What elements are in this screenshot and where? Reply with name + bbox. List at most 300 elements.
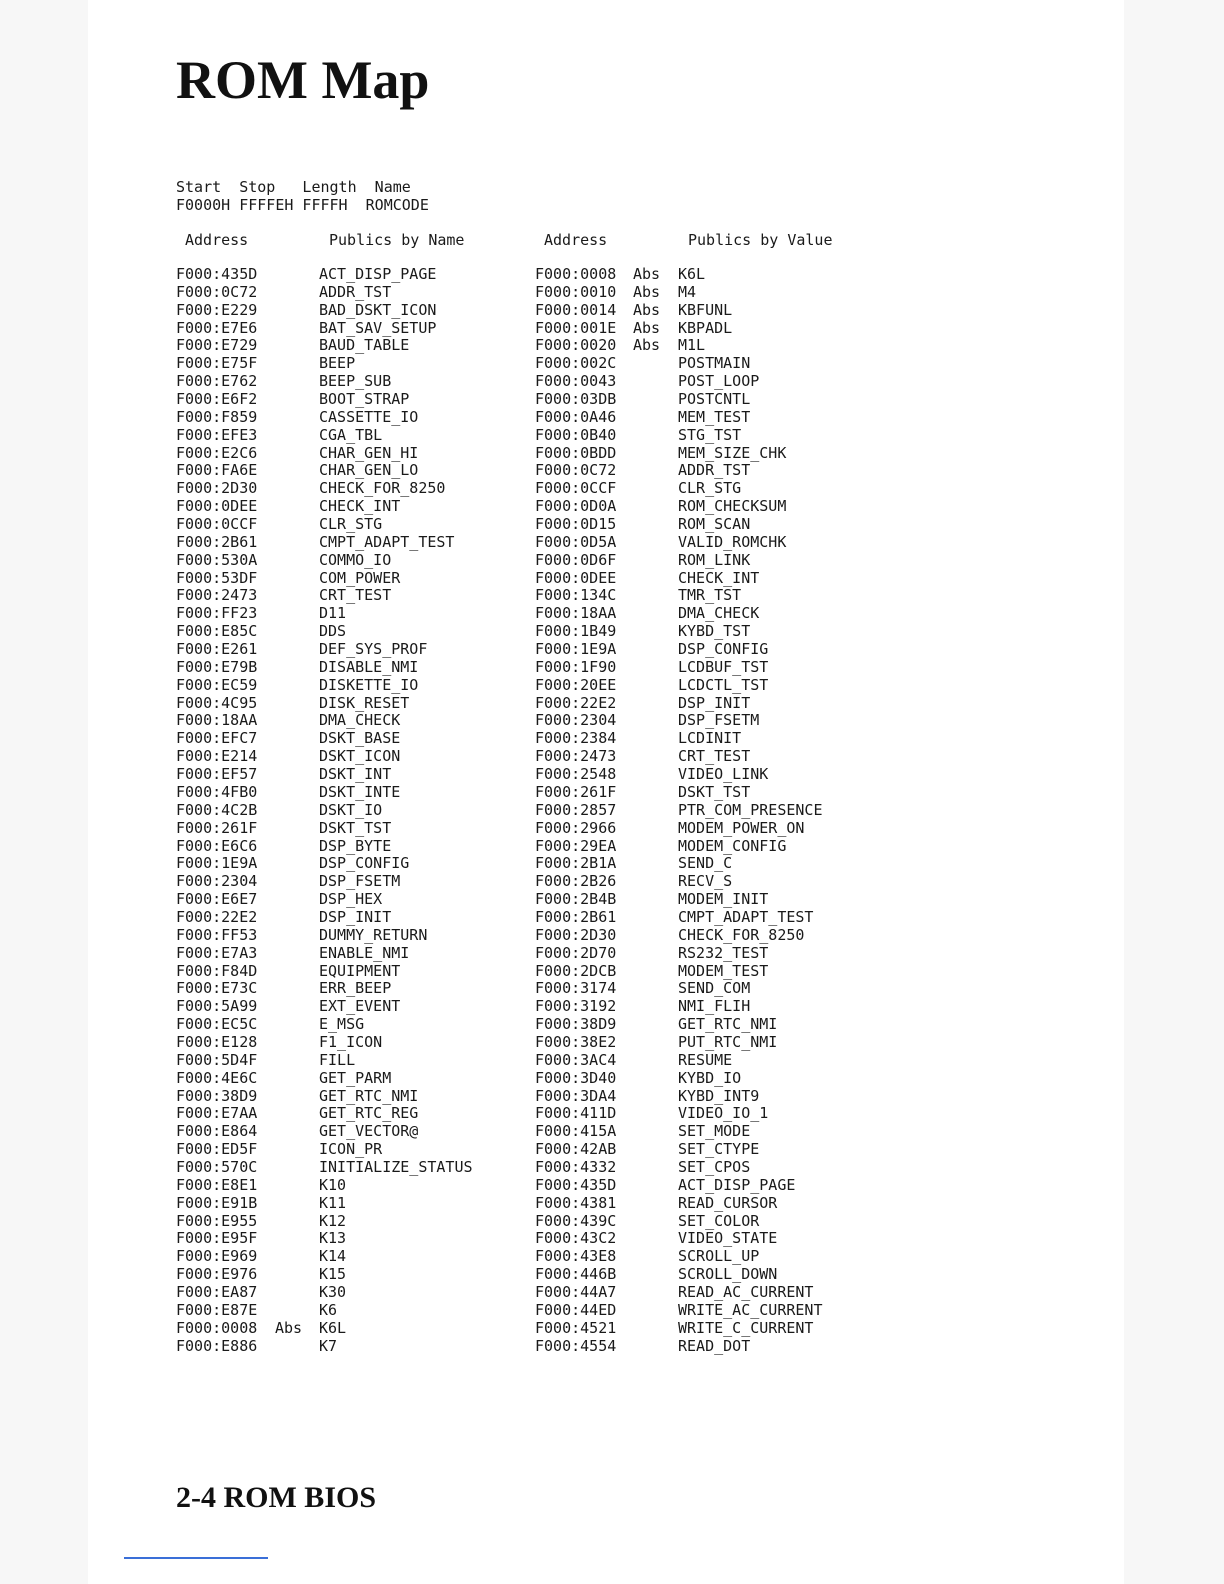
address-header-left: Address [185,231,249,249]
by-value-abs-cell [633,1320,660,1338]
by-name-addr-cell: F000:EFC7 [176,729,258,748]
by-name-abs-cell [275,498,302,516]
by-value-abs-cell [633,1034,660,1052]
by-name-addr-cell: F000:4E6C [176,1068,258,1087]
by-value-name-cell: CRT_TEST [678,747,751,766]
by-value-addr-cell: F000:18AA [535,604,617,623]
by-value-addr-cell: F000:446B [535,1265,617,1284]
by-value-name-cell: CHECK_FOR_8250 [678,925,805,944]
by-name-name-cell: DUMMY_RETURN [319,925,428,944]
by-name-addr-cell: F000:FF23 [176,604,258,623]
by-value-addr-cell: F000:0010 [535,282,617,301]
by-value-name-cell: CMPT_ADAPT_TEST [678,907,814,926]
by-name-addr-cell: F000:0CCF [176,515,258,534]
by-name-addr-cell: F000:E91B [176,1193,258,1212]
by-name-name-cell: CMPT_ADAPT_TEST [319,532,455,551]
by-name-addr-cell: F000:EC59 [176,675,258,694]
by-name-name-cell: ENABLE_NMI [319,943,410,962]
by-value-addr-cell: F000:1F90 [535,657,617,676]
by-name-name-cell: CHECK_INT [319,497,401,516]
by-value-abs-cell [633,891,660,909]
publics-by-name-header: Publics by Name [329,231,465,249]
by-value-name-cell: ROM_LINK [678,550,751,569]
by-name-addr-cell: F000:EFE3 [176,425,258,444]
by-name-addr-cell: F000:E229 [176,300,258,319]
by-name-abs-cell [275,1105,302,1123]
by-value-abs-cell [633,409,660,427]
by-name-abs-cell [275,355,302,373]
by-value-abs-cell [633,1338,660,1356]
by-name-name-cell: K30 [319,1282,347,1301]
by-value-name-cell: LCDINIT [678,729,742,748]
by-name-abs-cell [275,1248,302,1266]
by-value-name-cell: M4 [678,282,697,301]
by-value-name-cell: LCDCTL_TST [678,675,769,694]
by-value-addr-cell: F000:2D30 [535,925,617,944]
by-value-addr-cell: F000:0B40 [535,425,617,444]
by-value-addr-cell: F000:3DA4 [535,1086,617,1105]
by-value-abs-cell [633,677,660,695]
by-value-addr-cell: F000:2384 [535,729,617,748]
by-value-addr-cell: F000:2473 [535,747,617,766]
by-name-abs-cell [275,480,302,498]
by-value-addr-cell: F000:0043 [535,372,617,391]
by-name-addr-cell: F000:ED5F [176,1140,258,1159]
by-value-addr-cell: F000:0D5A [535,532,617,551]
by-name-name-cell: K6 [319,1300,338,1319]
by-name-addr-cell: F000:0008 [176,1318,258,1337]
by-value-abs-cell [633,1159,660,1177]
by-name-abs-cell [275,427,302,445]
by-name-name-cell: F1_ICON [319,1032,383,1051]
by-name-addr-cell: F000:FF53 [176,925,258,944]
by-value-name-cell: READ_CURSOR [678,1193,778,1212]
by-name-name-cell: DISABLE_NMI [319,657,419,676]
by-value-abs-cell: Abs [633,282,661,301]
by-value-abs-cell [633,605,660,623]
by-value-name-cell: KBFUNL [678,300,733,319]
by-name-abs-cell [275,945,302,963]
by-value-abs-cell [633,552,660,570]
by-name-addr-cell: F000:2D30 [176,479,258,498]
by-value-abs-cell [633,623,660,641]
by-name-abs-cell [275,748,302,766]
publics-by-value-header: Publics by Value [688,231,833,249]
by-value-addr-cell: F000:0BDD [535,443,617,462]
by-name-addr-cell: F000:E7E6 [176,318,258,337]
by-name-addr-cell: F000:1E9A [176,854,258,873]
by-value-name-cell: DMA_CHECK [678,604,760,623]
by-name-addr-cell: F000:E85C [176,622,258,641]
by-name-addr-cell: F000:4C2B [176,800,258,819]
by-value-addr-cell: F000:2B26 [535,872,617,891]
by-value-addr-cell: F000:2D70 [535,943,617,962]
by-name-abs-cell [275,1034,302,1052]
by-value-name-cell: GET_RTC_NMI [678,1015,778,1034]
by-value-addr-cell: F000:4554 [535,1336,617,1355]
by-value-addr-cell: F000:2DCB [535,961,617,980]
by-name-addr-cell: F000:E886 [176,1336,258,1355]
by-name-abs-cell [275,730,302,748]
by-value-name-cell: SET_CPOS [678,1157,751,1176]
by-name-addr-cell: F000:E6F2 [176,390,258,409]
by-name-abs-cell [275,820,302,838]
by-value-name-cell: RECV_S [678,872,733,891]
by-name-name-cell: D11 [319,604,347,623]
by-value-name-cell: KYBD_INT9 [678,1086,760,1105]
by-value-addr-cell: F000:4381 [535,1193,617,1212]
by-name-abs-cell [275,587,302,605]
by-value-abs-cell [633,1105,660,1123]
by-value-abs-cell [633,355,660,373]
by-value-name-cell: KYBD_TST [678,622,751,641]
by-name-name-cell: CHAR_GEN_LO [319,461,419,480]
by-value-name-cell: VIDEO_STATE [678,1229,778,1248]
by-name-addr-cell: F000:E864 [176,1122,258,1141]
by-name-name-cell: E_MSG [319,1015,365,1034]
by-name-name-cell: CRT_TEST [319,586,392,605]
by-name-name-cell: K13 [319,1229,347,1248]
by-value-abs-cell [633,927,660,945]
by-value-addr-cell: F000:0A46 [535,407,617,426]
by-value-name-cell: MODEM_POWER_ON [678,818,805,837]
by-value-addr-cell: F000:3174 [535,979,617,998]
by-value-name-cell: WRITE_AC_CURRENT [678,1300,823,1319]
segment-header: Start Stop Length Name [176,178,411,196]
by-value-name-cell: RS232_TEST [678,943,769,962]
by-value-name-cell: ADDR_TST [678,461,751,480]
page-footer: 2-4 ROM BIOS [176,1481,377,1514]
by-name-abs-cell [275,838,302,856]
by-name-addr-cell: F000:38D9 [176,1086,258,1105]
by-name-addr-cell: F000:EF57 [176,765,258,784]
by-name-addr-cell: F000:53DF [176,568,258,587]
by-name-addr-cell: F000:E79B [176,657,258,676]
by-value-addr-cell: F000:43C2 [535,1229,617,1248]
by-value-addr-cell: F000:2966 [535,818,617,837]
by-value-abs-column [633,266,660,1355]
by-value-address-column [535,266,616,1355]
by-value-name-cell: MEM_SIZE_CHK [678,443,787,462]
by-name-abs-cell [275,462,302,480]
by-value-abs-cell [633,1052,660,1070]
by-value-name-cell: SET_COLOR [678,1211,760,1230]
by-name-addr-cell: F000:0C72 [176,282,258,301]
by-value-addr-cell: F000:0D6F [535,550,617,569]
by-value-addr-cell: F000:38E2 [535,1032,617,1051]
by-value-name-cell: POSTCNTL [678,390,751,409]
by-value-addr-cell: F000:411D [535,1104,617,1123]
by-name-abs-cell [275,337,302,355]
by-name-addr-cell: F000:4FB0 [176,782,258,801]
by-value-addr-cell: F000:44ED [535,1300,617,1319]
by-name-abs-cell [275,980,302,998]
by-value-abs-cell [633,1230,660,1248]
by-name-name-cell: DDS [319,622,347,641]
by-name-abs-cell [275,605,302,623]
by-value-abs-cell: Abs [633,318,661,337]
by-value-name-cell: SCROLL_DOWN [678,1265,778,1284]
by-value-abs-cell [633,998,660,1016]
by-name-name-cell: CGA_TBL [319,425,383,444]
by-value-name-cell: SEND_COM [678,979,751,998]
by-value-addr-cell: F000:261F [535,782,617,801]
by-name-addr-cell: F000:F859 [176,407,258,426]
by-name-abs-cell [275,409,302,427]
by-name-abs-cell [275,1284,302,1302]
by-name-name-cell: DSP_CONFIG [319,854,410,873]
by-value-abs-cell [633,802,660,820]
by-value-name-cell: MODEM_CONFIG [678,836,787,855]
by-name-addr-cell: F000:E261 [176,640,258,659]
by-name-abs-cell [275,552,302,570]
by-name-addr-cell: F000:FA6E [176,461,258,480]
by-value-addr-cell: F000:415A [535,1122,617,1141]
by-value-abs-cell [633,784,660,802]
by-name-addr-cell: F000:E762 [176,372,258,391]
by-name-name-cell: DISK_RESET [319,693,410,712]
by-value-name-cell: POST_LOOP [678,372,760,391]
by-value-abs-cell [633,391,660,409]
by-name-name-cell: BAUD_TABLE [319,336,410,355]
by-value-abs-cell [633,1177,660,1195]
by-value-name-cell: SCROLL_UP [678,1247,760,1266]
by-name-addr-cell: F000:E95F [176,1229,258,1248]
by-value-abs-cell [633,1141,660,1159]
by-value-addr-cell: F000:22E2 [535,693,617,712]
by-name-name-cell: K12 [319,1211,347,1230]
by-value-abs-cell [633,1195,660,1213]
by-value-name-cell: M1L [678,336,706,355]
by-value-addr-cell: F000:2304 [535,711,617,730]
by-value-name-cell: WRITE_C_CURRENT [678,1318,814,1337]
by-value-name-cell: LCDBUF_TST [678,657,769,676]
by-name-abs-cell [275,1159,302,1177]
by-value-name-cell: DSP_CONFIG [678,640,769,659]
by-value-abs-cell [633,1070,660,1088]
by-value-addr-cell: F000:03DB [535,390,617,409]
by-value-name-cell: DSP_FSETM [678,711,760,730]
by-name-name-cell: GET_RTC_REG [319,1104,419,1123]
by-name-addr-cell: F000:E729 [176,336,258,355]
by-value-name-cell: VALID_ROMCHK [678,532,787,551]
by-value-addr-cell: F000:001E [535,318,617,337]
by-value-addr-cell: F000:439C [535,1211,617,1230]
by-value-abs-cell [633,1266,660,1284]
by-name-addr-cell: F000:2B61 [176,532,258,551]
by-name-name-cell: GET_VECTOR@ [319,1122,419,1141]
by-value-addr-cell: F000:43E8 [535,1247,617,1266]
by-name-name-cell: K6L [319,1318,347,1337]
by-name-name-cell: DSKT_IO [319,800,383,819]
by-value-addr-cell: F000:0020 [535,336,617,355]
by-value-abs-cell [633,730,660,748]
by-name-addr-cell: F000:2473 [176,586,258,605]
by-value-name-cell: VIDEO_LINK [678,765,769,784]
by-name-abs-cell [275,1088,302,1106]
by-name-name-cell: DSP_BYTE [319,836,392,855]
by-value-abs-cell [633,516,660,534]
by-value-addr-cell: F000:3192 [535,997,617,1016]
by-name-name-cell: DSP_FSETM [319,872,401,891]
by-name-addr-cell: F000:530A [176,550,258,569]
by-value-addr-cell: F000:2548 [535,765,617,784]
by-name-name-cell: BOOT_STRAP [319,390,410,409]
by-name-name-cell: ADDR_TST [319,282,392,301]
by-value-abs-cell [633,766,660,784]
by-name-name-cell: DSKT_TST [319,818,392,837]
by-name-name-cell: DSKT_INT [319,765,392,784]
by-name-name-cell: K11 [319,1193,347,1212]
by-name-name-cell: COMMO_IO [319,550,392,569]
by-name-abs-cell [275,998,302,1016]
by-name-name-cell: BEEP [319,354,356,373]
by-value-symbol-column [678,266,823,1355]
by-name-symbol-column [319,266,473,1355]
by-name-abs-cell [275,570,302,588]
by-name-name-cell: K15 [319,1265,347,1284]
by-name-abs-cell [275,873,302,891]
by-value-abs-cell [633,373,660,391]
by-name-abs-cell [275,1213,302,1231]
by-value-name-cell: VIDEO_IO_1 [678,1104,769,1123]
by-name-name-cell: EQUIPMENT [319,961,401,980]
by-value-addr-cell: F000:38D9 [535,1015,617,1034]
by-name-abs-cell [275,284,302,302]
by-value-addr-cell: F000:0008 [535,265,617,283]
by-value-addr-cell: F000:4332 [535,1157,617,1176]
by-name-addr-cell: F000:E2C6 [176,443,258,462]
by-name-addr-cell: F000:0DEE [176,497,258,516]
by-name-name-cell: BAT_SAV_SETUP [319,318,437,337]
by-name-abs-cell: Abs [275,1318,303,1337]
by-name-name-cell: CASSETTE_IO [319,407,419,426]
by-name-name-cell: DSP_HEX [319,890,383,909]
by-name-abs-cell [275,712,302,730]
by-name-abs-cell [275,623,302,641]
by-value-abs-cell [633,748,660,766]
by-name-addr-cell: F000:E7A3 [176,943,258,962]
by-value-abs-cell [633,980,660,998]
by-value-addr-cell: F000:2857 [535,800,617,819]
by-value-name-cell: CHECK_INT [678,568,760,587]
by-name-abs-cell [275,1016,302,1034]
by-value-abs-cell [633,1016,660,1034]
by-name-abs-cell [275,641,302,659]
by-value-name-cell: DSKT_TST [678,782,751,801]
by-value-abs-cell [633,820,660,838]
by-value-addr-cell: F000:42AB [535,1140,617,1159]
by-value-abs-cell [633,1088,660,1106]
by-name-abs-cell [275,445,302,463]
by-name-addr-cell: F000:E73C [176,979,258,998]
by-name-abs-cell [275,659,302,677]
by-value-name-cell: STG_TST [678,425,742,444]
by-value-abs-cell [633,1284,660,1302]
by-value-abs-cell [633,534,660,552]
by-name-abs-cell [275,1070,302,1088]
by-name-name-cell: ICON_PR [319,1140,383,1159]
by-value-addr-cell: F000:0D0A [535,497,617,516]
by-value-addr-cell: F000:0014 [535,300,617,319]
by-name-name-cell: FILL [319,1050,356,1069]
by-name-name-cell: INITIALIZE_STATUS [319,1157,473,1176]
by-name-addr-cell: F000:22E2 [176,907,258,926]
by-value-abs-cell [633,641,660,659]
by-name-name-cell: GET_PARM [319,1068,392,1087]
by-name-name-cell: K7 [319,1336,338,1355]
by-value-abs-cell [633,570,660,588]
by-value-name-cell: MODEM_INIT [678,890,769,909]
by-value-abs-cell [633,873,660,891]
by-name-address-column [176,266,257,1355]
by-value-name-cell: ROM_CHECKSUM [678,497,787,516]
by-name-name-cell: COM_POWER [319,568,401,587]
by-value-abs-cell [633,963,660,981]
by-value-name-cell: ACT_DISP_PAGE [678,1175,796,1194]
by-name-abs-cell [275,1195,302,1213]
by-value-name-cell: MEM_TEST [678,407,751,426]
by-name-abs-cell [275,802,302,820]
by-value-addr-cell: F000:435D [535,1175,617,1194]
by-value-addr-cell: F000:002C [535,354,617,373]
by-value-name-cell: DSP_INIT [678,693,751,712]
by-name-abs-cell [275,373,302,391]
by-name-abs-cell [275,784,302,802]
by-name-abs-cell [275,909,302,927]
by-value-abs-cell [633,838,660,856]
by-value-addr-cell: F000:0DEE [535,568,617,587]
by-value-addr-cell: F000:29EA [535,836,617,855]
by-value-abs-cell [633,587,660,605]
by-name-addr-cell: F000:EC5C [176,1015,258,1034]
by-name-name-cell: DSP_INIT [319,907,392,926]
by-value-abs-cell: Abs [633,265,661,283]
by-value-name-cell: KYBD_IO [678,1068,742,1087]
by-value-name-cell: PUT_RTC_NMI [678,1032,778,1051]
by-name-addr-cell: F000:E87E [176,1300,258,1319]
by-name-abs-cell [275,1141,302,1159]
by-value-abs-cell [633,462,660,480]
by-name-addr-cell: F000:E214 [176,747,258,766]
by-name-name-cell: DSKT_BASE [319,729,401,748]
by-name-addr-cell: F000:E955 [176,1211,258,1230]
by-name-addr-cell: F000:2304 [176,872,258,891]
by-value-name-cell: SEND_C [678,854,733,873]
by-name-name-cell: ACT_DISP_PAGE [319,265,437,283]
by-name-name-cell: DISKETTE_IO [319,675,419,694]
by-value-addr-cell: F000:134C [535,586,617,605]
by-value-abs-cell [633,1213,660,1231]
by-name-abs-cell [275,1177,302,1195]
by-value-addr-cell: F000:3AC4 [535,1050,617,1069]
by-value-addr-cell: F000:2B61 [535,907,617,926]
by-value-name-cell: SET_MODE [678,1122,751,1141]
by-name-addr-cell: F000:E6E7 [176,890,258,909]
by-name-addr-cell: F000:18AA [176,711,258,730]
by-value-addr-cell: F000:0D15 [535,515,617,534]
by-value-name-cell: NMI_FLIH [678,997,751,1016]
by-name-abs-cell [275,302,302,320]
by-name-name-cell: CLR_STG [319,515,383,534]
by-value-name-cell: SET_CTYPE [678,1140,760,1159]
by-value-abs-cell: Abs [633,300,661,319]
by-value-addr-cell: F000:4521 [535,1318,617,1337]
by-name-addr-cell: F000:E7AA [176,1104,258,1123]
by-value-addr-cell: F000:2B1A [535,854,617,873]
by-name-addr-cell: F000:5A99 [176,997,258,1016]
by-name-name-cell: CHAR_GEN_HI [319,443,419,462]
